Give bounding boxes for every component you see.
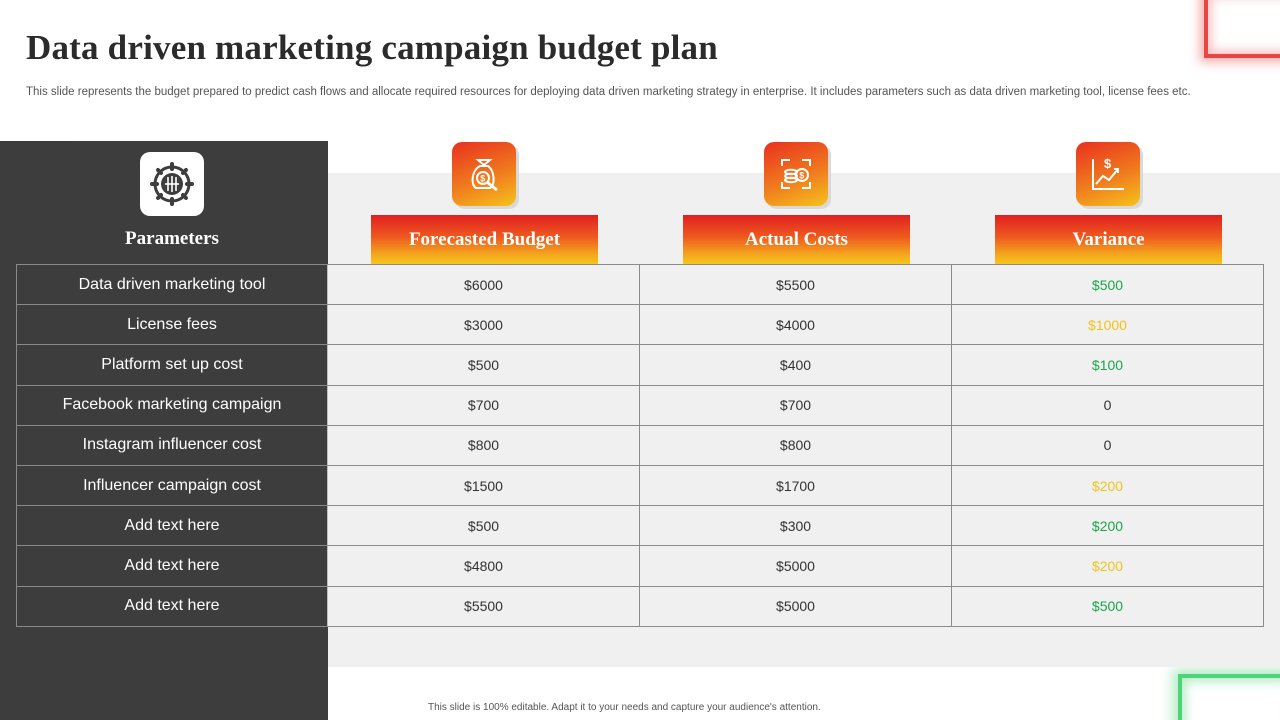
actual-cell: $4000 (640, 305, 952, 344)
parameter-cell: Add text here (16, 587, 328, 626)
gear-network-icon (140, 152, 204, 216)
parameter-cell: Data driven marketing tool (16, 265, 328, 304)
svg-text:$: $ (1104, 156, 1112, 171)
parameter-cell: Instagram influencer cost (16, 426, 328, 465)
actual-cell: $1700 (640, 466, 952, 505)
variance-cell: $200 (952, 466, 1264, 505)
actual-cell: $5500 (640, 265, 952, 304)
forecasted-cell: $5500 (328, 587, 640, 626)
variance-cell: 0 (952, 386, 1264, 425)
column-header-actual-costs: Actual Costs (683, 215, 910, 264)
forecasted-cell: $500 (328, 345, 640, 384)
variance-cell: 0 (952, 426, 1264, 465)
variance-cell: $1000 (952, 305, 1264, 344)
money-bag-search-icon (452, 142, 516, 206)
actual-cell: $400 (640, 345, 952, 384)
page-title: Data driven marketing campaign budget plan (26, 28, 718, 67)
parameter-cell: Platform set up cost (16, 345, 328, 384)
forecasted-cell: $6000 (328, 265, 640, 304)
parameter-cell: Influencer campaign cost (16, 466, 328, 505)
forecasted-cell: $1500 (328, 466, 640, 505)
table-row (16, 305, 1264, 345)
variance-cell: $200 (952, 546, 1264, 585)
forecasted-cell: $4800 (328, 546, 640, 585)
footer-note: This slide is 100% editable. Adapt it to your needs and capture your audience's attention. (428, 702, 821, 713)
actual-cell: $800 (640, 426, 952, 465)
dollar-chart-icon (1076, 142, 1140, 206)
table-row (16, 426, 1264, 466)
parameter-cell: Add text here (16, 546, 328, 585)
variance-cell: $500 (952, 587, 1264, 626)
parameter-cell: Facebook marketing campaign (16, 386, 328, 425)
forecasted-cell: $500 (328, 506, 640, 545)
actual-cell: $700 (640, 386, 952, 425)
parameters-header: Parameters (125, 228, 219, 249)
budget-table (16, 264, 1264, 627)
column-header-variance: Variance (995, 215, 1222, 264)
variance-cell: $200 (952, 506, 1264, 545)
parameter-cell: Add text here (16, 506, 328, 545)
forecasted-cell: $3000 (328, 305, 640, 344)
actual-cell: $5000 (640, 546, 952, 585)
table-row (16, 466, 1264, 506)
variance-cell: $500 (952, 265, 1264, 304)
table-row (16, 265, 1264, 305)
actual-cell: $5000 (640, 587, 952, 626)
decorative-red-frame (1204, 0, 1280, 58)
table-row (16, 587, 1264, 627)
variance-cell: $100 (952, 345, 1264, 384)
svg-text:$: $ (480, 173, 486, 184)
table-row (16, 386, 1264, 426)
svg-text:$: $ (799, 170, 805, 181)
actual-cell: $300 (640, 506, 952, 545)
table-row (16, 506, 1264, 546)
table-row (16, 345, 1264, 385)
column-header-forecasted-budget: Forecasted Budget (371, 215, 598, 264)
table-row (16, 546, 1264, 586)
forecasted-cell: $800 (328, 426, 640, 465)
page-subtitle: This slide represents the budget prepared to predict cash flows and allocate required resources for deploying data driven marketing strategy in enterprise. It includes parameters such as data driven marketing tool, license fees etc. (26, 86, 1191, 98)
forecasted-cell: $700 (328, 386, 640, 425)
parameter-cell: License fees (16, 305, 328, 344)
cash-exchange-icon (764, 142, 828, 206)
decorative-green-frame (1178, 674, 1280, 720)
